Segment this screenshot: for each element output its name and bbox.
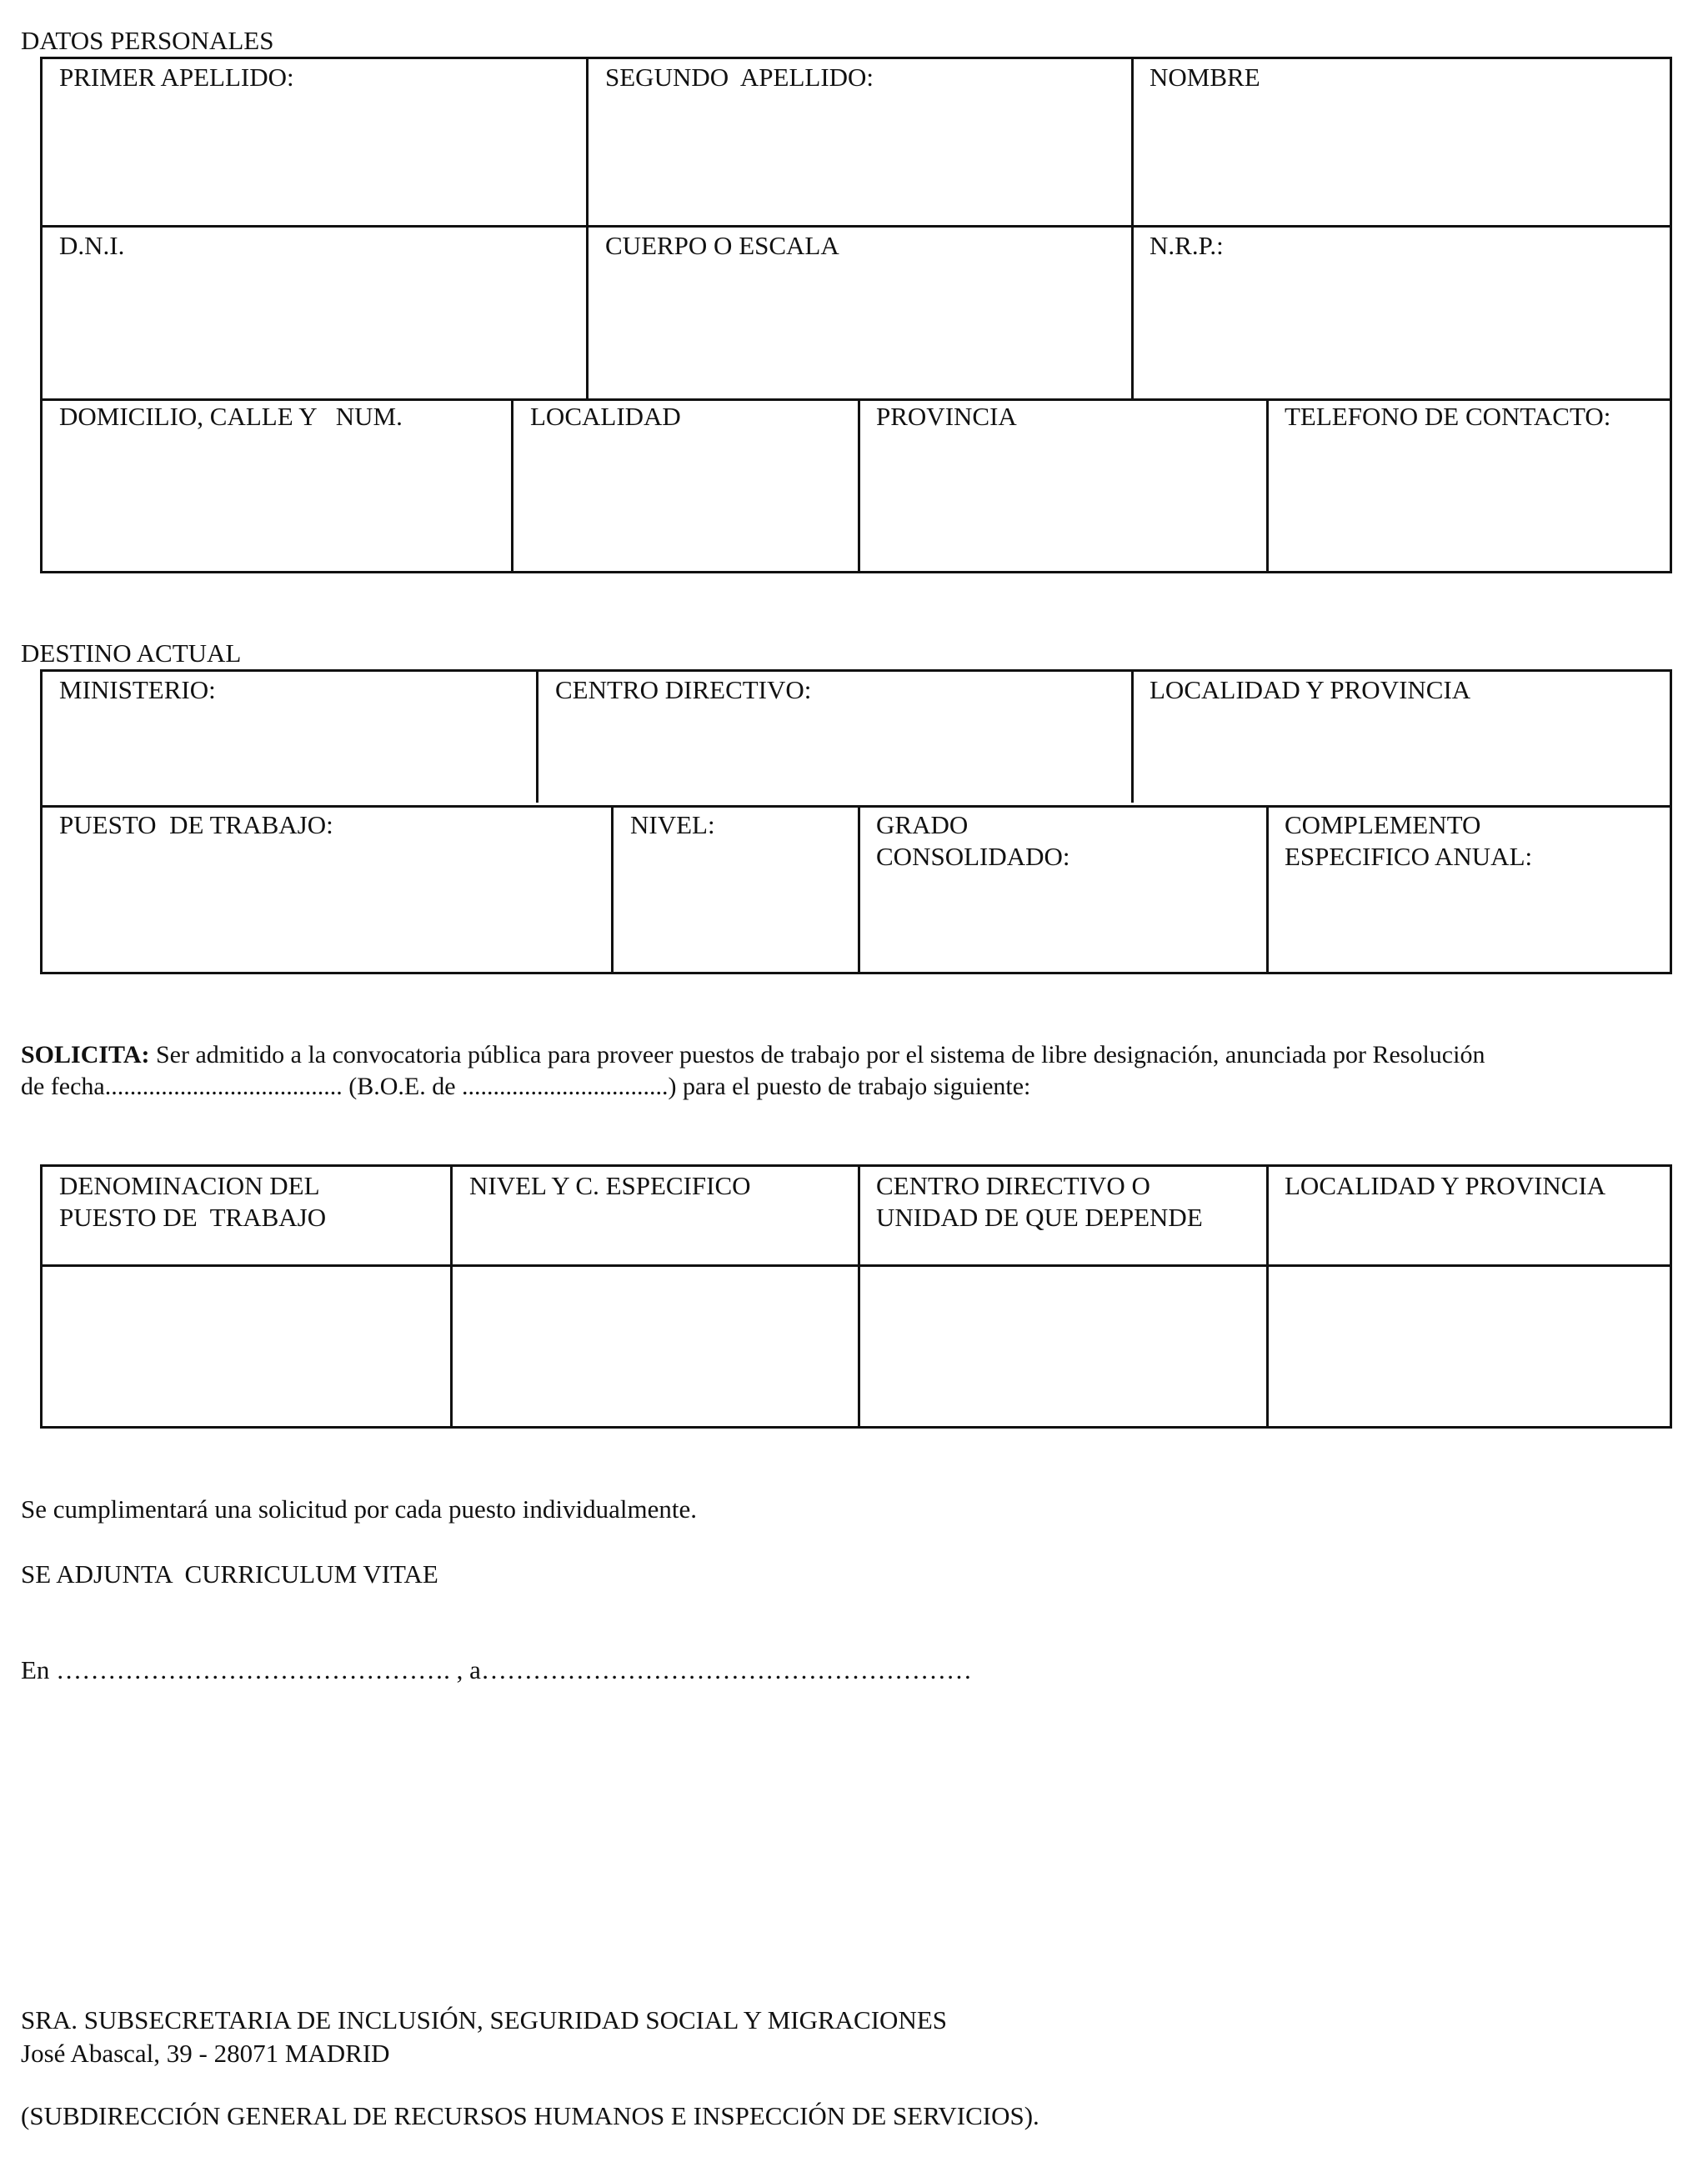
localidad-provincia-input-cell[interactable] <box>1269 1267 1670 1426</box>
col-divider <box>1266 806 1269 972</box>
denominacion-header: DENOMINACION DEL PUESTO DE TRABAJO <box>59 1171 327 1232</box>
nombre-field[interactable]: NOMBRE <box>1150 63 1260 92</box>
centro-directivo-header: CENTRO DIRECTIVO O UNIDAD DE QUE DEPENDE <box>876 1171 1203 1232</box>
grado-consolidado-field[interactable]: GRADO CONSOLIDADO: <box>876 810 1070 871</box>
nivel-field[interactable]: NIVEL: <box>630 810 715 839</box>
nivel-especifico-input-cell[interactable] <box>453 1267 858 1426</box>
solicita-paragraph-line2: de fecha...................................... (B.O.E. de .................................) para el puesto de trabajo siguiente: <box>21 1073 1031 1100</box>
datos-personales-title: DATOS PERSONALES <box>21 26 274 55</box>
nivel-especifico-header: NIVEL Y C. ESPECIFICO <box>469 1171 751 1200</box>
ministerio-field[interactable]: MINISTERIO: <box>59 675 216 704</box>
adjunta-curriculum: SE ADJUNTA CURRICULUM VITAE <box>21 1559 438 1589</box>
col-divider <box>586 59 589 400</box>
col-divider <box>858 399 860 571</box>
localidad-provincia-field[interactable]: LOCALIDAD Y PROVINCIA <box>1150 675 1471 704</box>
lugar-fecha-line[interactable]: En ………………………………………. , a………………………………………………… <box>21 1655 972 1684</box>
destinatario-line1: SRA. SUBSECRETARIA DE INCLUSIÓN, SEGURIDAD SOCIAL Y MIGRACIONES <box>21 2005 948 2034</box>
datos-personales-table <box>40 57 1672 573</box>
complemento-especifico-field[interactable]: COMPLEMENTO ESPECIFICO ANUAL: <box>1285 810 1533 871</box>
provincia-field[interactable]: PROVINCIA <box>876 402 1017 431</box>
puesto-trabajo-field[interactable]: PUESTO DE TRABAJO: <box>59 810 333 839</box>
col-divider <box>1266 399 1269 571</box>
destino-actual-title: DESTINO ACTUAL <box>21 638 242 668</box>
col-divider <box>1131 672 1134 803</box>
col-divider <box>536 672 538 803</box>
destino-actual-table <box>40 669 1672 974</box>
solicita-paragraph-line1: SOLICITA: Ser admitido a la convocatoria pública para proveer puestos de trabajo por el sistema de libre designación, anunciada por Resolución <box>21 1041 1485 1068</box>
destinatario-subdireccion: (SUBDIRECCIÓN GENERAL DE RECURSOS HUMANOS E INSPECCIÓN DE SERVICIOS). <box>21 2101 1039 2130</box>
localidad-provincia-header: LOCALIDAD Y PROVINCIA <box>1285 1171 1606 1200</box>
col-divider <box>611 806 614 972</box>
nrp-field[interactable]: N.R.P.: <box>1150 231 1224 260</box>
solicita-label: SOLICITA: <box>21 1041 150 1068</box>
col-divider <box>858 806 860 972</box>
telefono-field[interactable]: TELEFONO DE CONTACTO: <box>1285 402 1611 431</box>
dni-field[interactable]: D.N.I. <box>59 231 125 260</box>
centro-directivo-field[interactable]: CENTRO DIRECTIVO: <box>555 675 812 704</box>
col-divider <box>511 399 513 571</box>
domicilio-field[interactable]: DOMICILIO, CALLE Y NUM. <box>59 402 403 431</box>
centro-directivo-input-cell[interactable] <box>860 1267 1266 1426</box>
cumplimentar-note: Se cumplimentará una solicitud por cada puesto individualmente. <box>21 1494 697 1524</box>
cuerpo-escala-field[interactable]: CUERPO O ESCALA <box>605 231 839 260</box>
puesto-solicitado-table <box>40 1164 1672 1429</box>
primer-apellido-field[interactable]: PRIMER APELLIDO: <box>59 63 294 92</box>
localidad-field[interactable]: LOCALIDAD <box>530 402 681 431</box>
row-divider <box>43 225 1670 228</box>
denominacion-input-cell[interactable] <box>43 1267 450 1426</box>
col-divider <box>1131 59 1134 400</box>
destinatario-address: José Abascal, 39 - 28071 MADRID <box>21 2039 390 2068</box>
segundo-apellido-field[interactable]: SEGUNDO APELLIDO: <box>605 63 874 92</box>
row-divider <box>43 805 1670 808</box>
